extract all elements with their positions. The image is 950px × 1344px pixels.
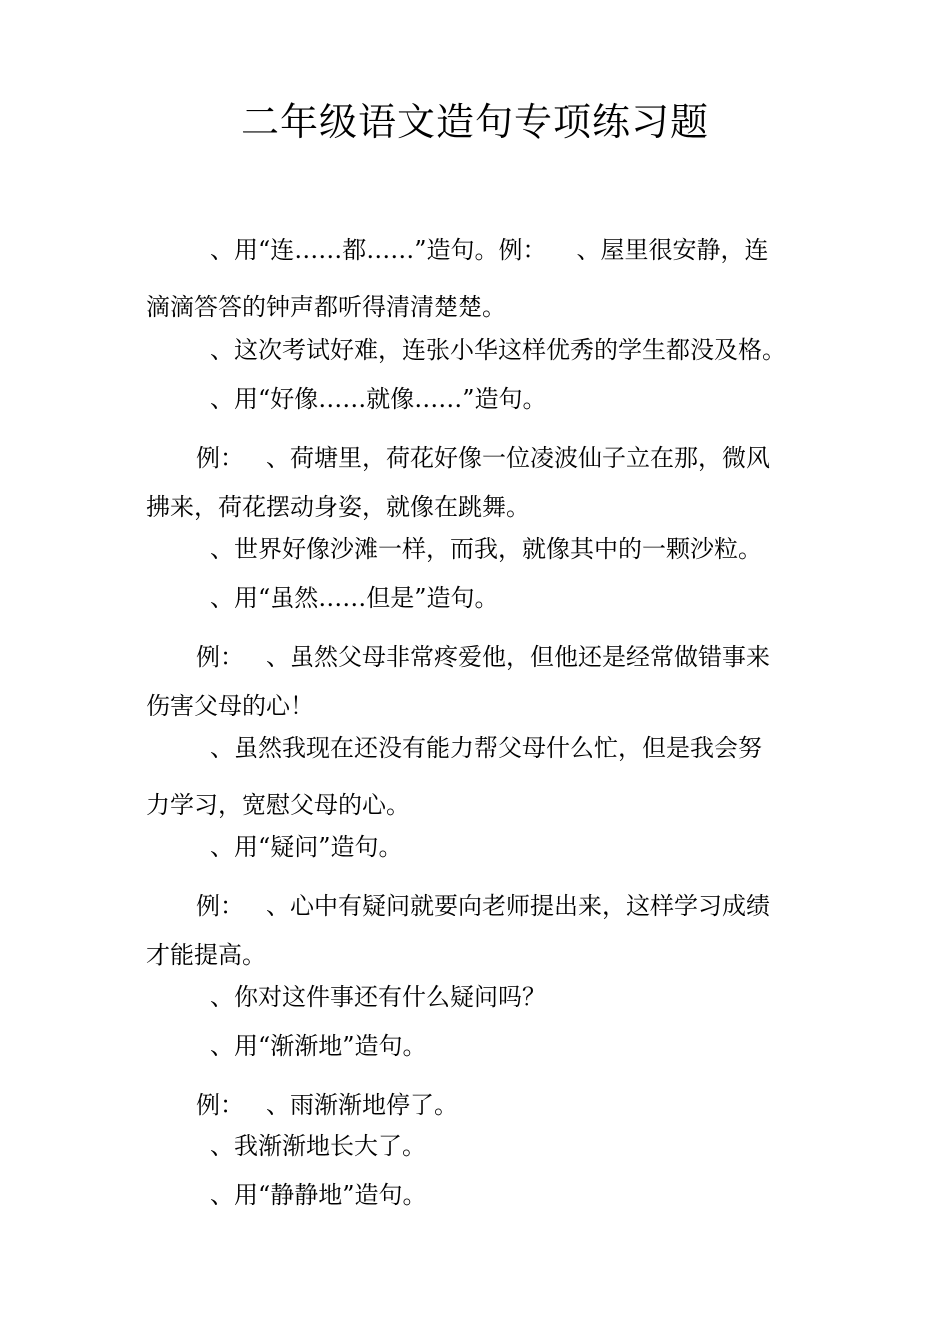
page-title: 二年级语文造句专项练习题 [240, 100, 709, 144]
text-line: 滴滴答答的钟声都听得清清楚楚。 [146, 293, 506, 321]
exercise-line [210, 233, 769, 267]
exercise-prompt: 、用“好像……就像……”造句。 [210, 385, 547, 413]
example-sentence: 、荷塘里，荷花好像一位凌波仙子立在那，微风 [266, 444, 770, 472]
text-line: 、我渐渐地长大了。 [210, 1132, 426, 1160]
example-sentence: 、虽然父母非常疼爱他，但他还是经常做错事来 [266, 643, 770, 671]
example-sentence: 、心中有疑问就要向老师提出来，这样学习成绩 [266, 892, 770, 920]
text-line: 、这次考试好难，连张小华这样优秀的学生都没及格。 [210, 336, 786, 364]
text-line: 、世界好像沙滩一样，而我，就像其中的一颗沙粒。 [210, 535, 762, 563]
example-label: 例： [196, 643, 244, 671]
text-line: 、虽然我现在还没有能力帮父母什么忙，但是我会努 [210, 734, 762, 762]
text-line: 才能提高。 [146, 941, 266, 969]
exercise-prompt: 、用“疑问”造句。 [210, 833, 403, 861]
text-line: 伤害父母的心！ [146, 692, 314, 720]
example-label: 例： [196, 1091, 244, 1119]
exercise-prompt: 、用“虽然……但是”造句。 [210, 584, 499, 612]
example-sentence: 、雨渐渐地停了。 [266, 1091, 458, 1119]
text-line: 拂来，荷花摆动身姿，就像在跳舞。 [146, 493, 530, 521]
example-line [196, 640, 770, 674]
example-line [196, 889, 770, 923]
text-line: 、你对这件事还有什么疑问吗？ [210, 983, 546, 1011]
exercise-prompt: 、用“连……都……”造句。例： [210, 236, 547, 264]
exercise-prompt: 、用“静静地”造句。 [210, 1181, 427, 1209]
exercise-prompt: 、用“渐渐地”造句。 [210, 1032, 427, 1060]
text-line: 力学习，宽慰父母的心。 [146, 791, 410, 819]
example-line [196, 441, 770, 475]
example-label: 例： [196, 444, 244, 472]
example-sentence: 、屋里很安静，连 [576, 236, 769, 264]
example-line [196, 1088, 458, 1122]
example-label: 例： [196, 892, 244, 920]
